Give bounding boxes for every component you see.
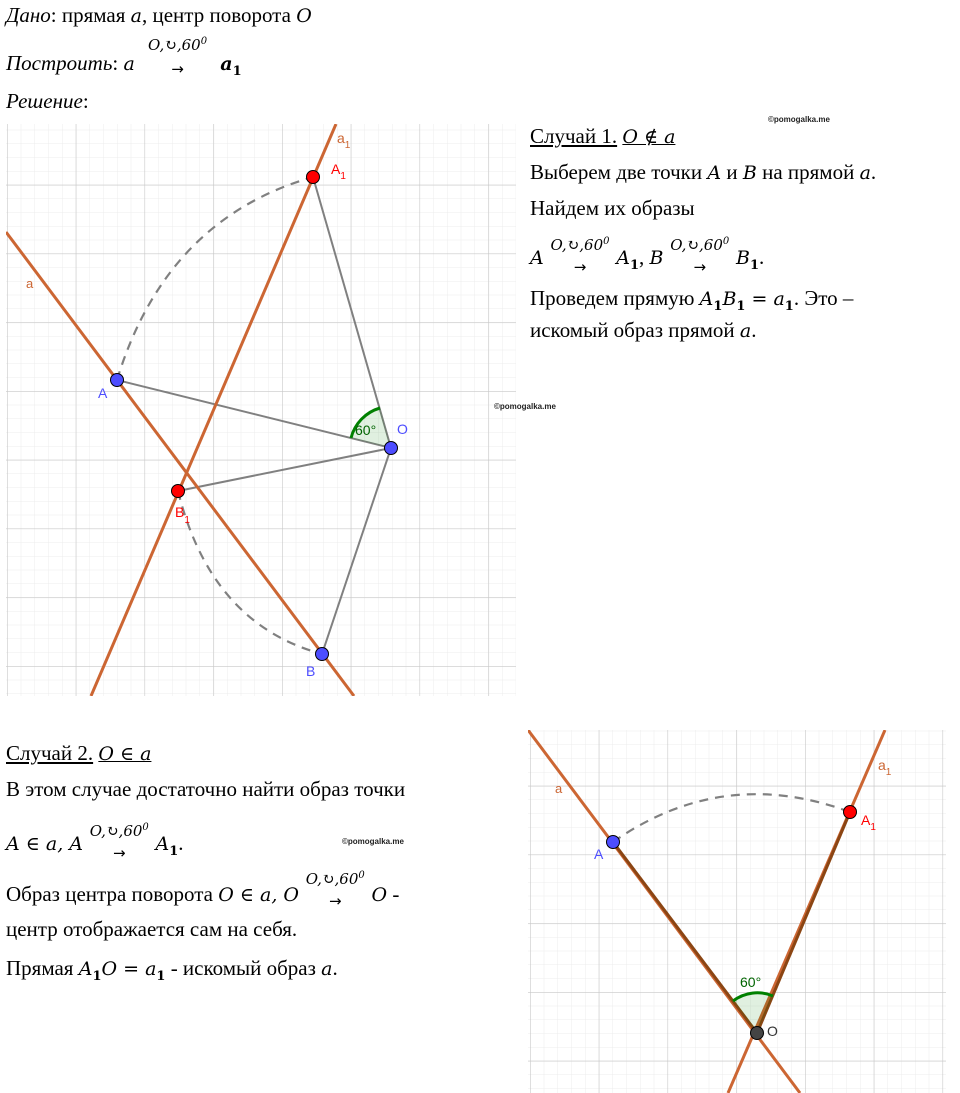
given-center: O xyxy=(296,5,312,27)
case1-line1: Выберем две точки A и B на прямой a. xyxy=(530,160,877,184)
arrow-icon: → xyxy=(328,892,342,910)
case1-title-line xyxy=(530,121,675,152)
construct-label: Построить xyxy=(6,51,113,75)
label-A1: $A_1$ xyxy=(861,812,876,833)
construct-line xyxy=(6,36,242,80)
case1-rotation-line: A $O,↻,60^0$ → $A_1$, B $O,↻,60^0$ → $B_1$. xyxy=(530,236,765,276)
rotation-operator xyxy=(140,36,215,80)
label-A: A xyxy=(594,846,604,862)
point-B1 xyxy=(172,485,185,498)
label-a: a xyxy=(555,781,563,796)
label-O: O xyxy=(767,1023,778,1039)
grid-major xyxy=(6,124,516,696)
label-a1: $a_1$ xyxy=(337,130,351,151)
solution-line xyxy=(6,88,89,114)
given-line xyxy=(6,2,312,29)
case2-title: Случай 2. xyxy=(6,741,94,765)
case2-condition: O ∈ a xyxy=(98,743,152,765)
point-A1 xyxy=(844,806,857,819)
arrow-icon: → xyxy=(171,60,184,78)
construct-to: a xyxy=(220,53,233,75)
point-O xyxy=(751,1027,764,1040)
arrow-icon: → xyxy=(573,258,587,276)
given-label: Дано xyxy=(6,3,51,27)
solution-label: Решение xyxy=(6,89,83,113)
rotation-label: $O,↻,60^0$ xyxy=(148,36,208,54)
construct-to-sub: 1 xyxy=(232,64,242,79)
watermark-1: ©pomogalka.me xyxy=(768,115,830,124)
arrow-icon: → xyxy=(693,258,707,276)
arrow-icon: → xyxy=(112,844,126,862)
label-A1: $A_1$ xyxy=(331,161,346,182)
figure-case-2 xyxy=(528,730,946,1093)
case1-line4: искомый образ прямой a. xyxy=(530,318,757,342)
angle-label: 60° xyxy=(740,974,762,990)
given-text: : прямая xyxy=(50,3,131,27)
label-A: A xyxy=(98,385,108,401)
watermark-2: ©pomogalka.me xyxy=(494,402,556,411)
construct-colon: : xyxy=(112,51,124,75)
case2-title-line xyxy=(6,738,151,769)
given-comma: , центр поворота xyxy=(141,3,297,27)
angle-label: 60° xyxy=(355,422,377,438)
case1-condition: O ∉ a xyxy=(622,126,676,148)
figure-case-1 xyxy=(6,124,516,696)
point-A1 xyxy=(307,171,320,184)
case2-line3: Образ центра поворота O ∈ a, O $O,↻,60^0$ → O - xyxy=(6,870,400,910)
construct-from: a xyxy=(123,53,135,75)
case1-line2: Найдем их образы xyxy=(530,196,695,220)
point-A xyxy=(607,836,620,849)
point-O xyxy=(385,442,398,455)
case2-line4: центр отображается сам на себя. xyxy=(6,917,298,941)
case1-line3: Проведем прямую $A_1B_1 = a_1$. Это – xyxy=(530,286,854,314)
case2-line1: В этом случае достаточно найти образ точки xyxy=(6,777,406,801)
watermark-3: ©pomogalka.me xyxy=(342,837,404,846)
label-B: B xyxy=(306,663,316,679)
label-O: O xyxy=(397,421,408,437)
point-B xyxy=(316,648,329,661)
given-line-a: a xyxy=(130,5,142,27)
label-a1: $a_1$ xyxy=(878,757,892,778)
case2-line5: Прямая $A_1O = a_1$ - искомый образ a. xyxy=(6,956,338,984)
case2-line2: A ∈ a, A $O,↻,60^0$ → $A_1$. xyxy=(6,822,184,862)
label-a: a xyxy=(26,276,34,291)
point-A xyxy=(111,374,124,387)
label-B1: $B_1$ xyxy=(175,504,190,526)
case1-title: Случай 1. xyxy=(530,124,618,148)
solution-colon: : xyxy=(82,89,89,113)
